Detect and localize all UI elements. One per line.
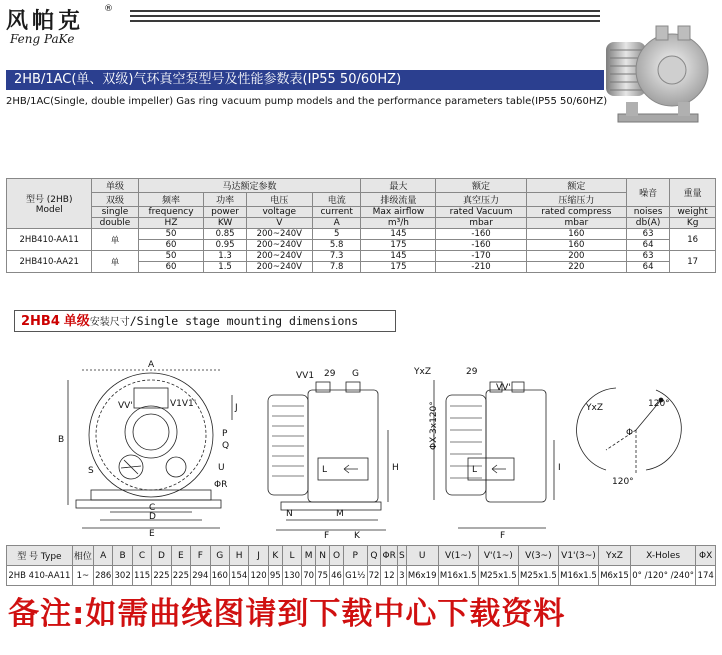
th-noise-cn: 噪音 — [626, 179, 669, 207]
cell-dim: 0° /120° /240° — [630, 566, 695, 586]
svg-text:120°: 120° — [648, 399, 670, 409]
cell-compress: 160 — [526, 240, 626, 251]
svg-text:I: I — [558, 463, 561, 473]
th-dim: X-Holes — [630, 546, 695, 566]
svg-text:U: U — [218, 463, 225, 473]
th-voltage-cn: 电压 — [246, 193, 312, 207]
cell-dim: M16x1.5 — [558, 566, 598, 586]
svg-text:B: B — [58, 435, 65, 445]
table-row — [7, 251, 716, 262]
svg-text:V1V1': V1V1' — [170, 399, 197, 409]
th-noise-en: noises — [626, 207, 669, 218]
page-title-en: 2HB/1AC(Single, double impeller) Gas ring vacuum pump models and the performance parameters table(IP55 50/60HZ) — [6, 96, 608, 107]
cell-voltage: 200~240V — [246, 262, 312, 273]
cell-freq: 50 — [138, 251, 204, 262]
svg-text:Q: Q — [222, 441, 230, 451]
th-dim: U — [406, 546, 438, 566]
cell-vacuum: -170 — [436, 251, 526, 262]
cell-dim: M25x1.5 — [478, 566, 518, 586]
cell-current: 5.8 — [312, 240, 361, 251]
th-current-en: current — [312, 207, 361, 218]
cell-model: 2HB410-AA11 — [7, 229, 92, 251]
th-stage-double: double — [92, 218, 138, 229]
cell-noise: 64 — [626, 262, 669, 273]
th-motor-group: 马达额定参数 — [138, 179, 361, 193]
cell-airflow: 145 — [361, 251, 436, 262]
svg-text:ΦX-3x120°: ΦX-3x120° — [429, 401, 439, 450]
svg-text:Φ: Φ — [626, 428, 634, 438]
cell-power: 1.3 — [204, 251, 246, 262]
th-dim: S — [397, 546, 406, 566]
cell-vacuum: -160 — [436, 240, 526, 251]
th-dim: Q — [367, 546, 381, 566]
svg-text:VV1: VV1 — [296, 371, 315, 381]
th-dim: V1'(3~) — [558, 546, 598, 566]
th-dim: ΦX — [696, 546, 716, 566]
svg-text:S: S — [88, 466, 94, 476]
th-dim: P — [344, 546, 367, 566]
cell-vacuum: -210 — [436, 262, 526, 273]
svg-text:VV': VV' — [118, 401, 133, 411]
th-vac-en: rated Vacuum — [436, 207, 526, 218]
svg-text:H: H — [392, 463, 399, 473]
cell-noise: 63 — [626, 229, 669, 240]
svg-text:G: G — [352, 369, 359, 379]
th-dim: C — [132, 546, 151, 566]
th-noise-unit: db(A) — [626, 218, 669, 229]
th-dim: V(3~) — [518, 546, 558, 566]
svg-text:F: F — [324, 531, 330, 540]
th-dim: V(1~) — [438, 546, 478, 566]
th-dim: O — [330, 546, 344, 566]
cell-dim: 115 — [132, 566, 151, 586]
th-comp-en: rated compress — [526, 207, 626, 218]
mount-model: 2HB4 — [21, 314, 60, 329]
cell-airflow: 175 — [361, 240, 436, 251]
cell-voltage: 200~240V — [246, 240, 312, 251]
outlet-view-labels — [413, 367, 561, 540]
th-max-unit: m³/h — [361, 218, 436, 229]
th-freq-en: frequency — [138, 207, 204, 218]
th-dim: YxZ — [599, 546, 631, 566]
svg-text:YxZ: YxZ — [586, 403, 603, 413]
svg-text:E: E — [149, 529, 155, 539]
cell-dim: M6x19 — [406, 566, 438, 586]
cell-noise: 63 — [626, 251, 669, 262]
th-dim: L — [282, 546, 301, 566]
cell-power: 1.5 — [204, 262, 246, 273]
table-row — [7, 566, 716, 586]
svg-text:29: 29 — [324, 369, 336, 379]
side-view-drawing — [268, 382, 388, 530]
outlet-view-drawing — [434, 380, 554, 528]
th-dim: ΦR — [381, 546, 398, 566]
cell-dim: M6x15 — [599, 566, 631, 586]
cell-dim: 75 — [316, 566, 330, 586]
th-dim: K — [268, 546, 282, 566]
cell-dim: 2HB 410-AA11 — [7, 566, 73, 586]
cell-dim: G1½ — [344, 566, 367, 586]
th-freq-unit: HZ — [138, 218, 204, 229]
cell-dim: 70 — [302, 566, 316, 586]
cell-power: 0.85 — [204, 229, 246, 240]
svg-text:29: 29 — [466, 367, 478, 377]
cell-power: 0.95 — [204, 240, 246, 251]
svg-text:D: D — [149, 512, 156, 522]
th-stage-cn: 单级 — [92, 179, 138, 193]
cell-current: 7.8 — [312, 262, 361, 273]
th-dim: D — [152, 546, 171, 566]
cell-stage: 单 — [92, 229, 138, 251]
th-current-unit: A — [312, 218, 361, 229]
th-vac-unit: mbar — [436, 218, 526, 229]
cell-vacuum: -160 — [436, 229, 526, 240]
table-row — [7, 229, 716, 240]
mounting-section-label — [14, 310, 396, 332]
svg-text:VV': VV' — [496, 383, 511, 393]
registered-mark: ® — [104, 4, 113, 14]
th-current-cn: 电流 — [312, 193, 361, 207]
cell-weight: 16 — [670, 229, 716, 251]
th-weight-en: weight — [670, 207, 716, 218]
cell-dim: 120 — [249, 566, 268, 586]
cell-freq: 60 — [138, 262, 204, 273]
th-voltage-en: voltage — [246, 207, 312, 218]
th-dim: G — [210, 546, 229, 566]
svg-text:P: P — [222, 429, 228, 439]
cell-compress: 200 — [526, 251, 626, 262]
cell-current: 7.3 — [312, 251, 361, 262]
mounting-drawings — [6, 340, 716, 540]
cell-dim: 130 — [282, 566, 301, 586]
mount-en: /Single stage mounting dimensions — [129, 314, 359, 328]
th-power-cn: 功率 — [204, 193, 246, 207]
cell-dim: 46 — [330, 566, 344, 586]
cell-airflow: 175 — [361, 262, 436, 273]
cell-stage: 单 — [92, 251, 138, 273]
header-rule-lines — [130, 10, 600, 24]
th-weight-unit: Kg — [670, 218, 716, 229]
cell-dim: 3 — [397, 566, 406, 586]
th-max-en: Max airflow — [361, 207, 436, 218]
cell-dim: 12 — [381, 566, 398, 586]
page-title-cn: 2HB/1AC(单、双级)气环真空泵型号及性能参数表(IP55 50/60HZ) — [14, 72, 402, 87]
th-comp-cn2: 压缩压力 — [526, 193, 626, 207]
cell-dim: 225 — [152, 566, 171, 586]
logo-english-name: Feng PaKe — [10, 32, 75, 46]
cell-dim: 72 — [367, 566, 381, 586]
cell-dim: 302 — [113, 566, 132, 586]
cell-dim: 225 — [171, 566, 190, 586]
svg-text:M: M — [336, 509, 344, 519]
th-voltage-unit: V — [246, 218, 312, 229]
cell-voltage: 200~240V — [246, 251, 312, 262]
cell-compress: 160 — [526, 229, 626, 240]
svg-text:YxZ: YxZ — [414, 367, 431, 377]
th-dim: N — [316, 546, 330, 566]
th-stage-single: single — [92, 207, 138, 218]
th-stage-2: 双级 — [92, 193, 138, 207]
th-vac-cn2: 真空压力 — [436, 193, 526, 207]
cell-compress: 220 — [526, 262, 626, 273]
performance-table — [6, 178, 716, 273]
th-dim: 型 号 Type — [7, 546, 73, 566]
mount-cn: 安装尺寸 — [89, 317, 130, 328]
cell-dim: 95 — [268, 566, 282, 586]
th-max-cn2: 排级流量 — [361, 193, 436, 207]
dimensions-table — [6, 545, 716, 586]
cell-dim: 160 — [210, 566, 229, 586]
cell-weight: 17 — [670, 251, 716, 273]
cell-noise: 64 — [626, 240, 669, 251]
th-model: 型号 (2HB) Model — [7, 179, 92, 229]
dims-header-row — [7, 546, 716, 566]
flange-pattern-labels — [585, 399, 670, 487]
cell-dim: M16x1.5 — [438, 566, 478, 586]
cell-current: 5 — [312, 229, 361, 240]
th-max-cn1: 最大 — [361, 179, 436, 193]
th-dim: 相位 — [72, 546, 93, 566]
th-power-en: power — [204, 207, 246, 218]
th-dim: J — [249, 546, 268, 566]
cell-dim: 174 — [696, 566, 716, 586]
th-freq-cn: 频率 — [138, 193, 204, 207]
cell-dim: 1~ — [72, 566, 93, 586]
svg-text:K: K — [354, 531, 360, 540]
page-title-bar — [6, 70, 604, 90]
cell-dim: 154 — [229, 566, 248, 586]
th-power-unit: KW — [204, 218, 246, 229]
svg-text:A: A — [148, 360, 155, 370]
cell-dim: 286 — [94, 566, 113, 586]
th-weight-cn: 重量 — [670, 179, 716, 207]
cell-freq: 50 — [138, 229, 204, 240]
mount-stage: 单级 — [63, 314, 90, 329]
th-dim: F — [191, 546, 210, 566]
cell-airflow: 145 — [361, 229, 436, 240]
svg-text:120°: 120° — [612, 477, 634, 487]
cell-voltage: 200~240V — [246, 229, 312, 240]
th-dim: V'(1~) — [478, 546, 518, 566]
svg-text:C: C — [149, 503, 156, 513]
cell-freq: 60 — [138, 240, 204, 251]
svg-text:F: F — [500, 531, 506, 540]
th-dim: A — [94, 546, 113, 566]
cell-model: 2HB410-AA21 — [7, 251, 92, 273]
th-comp-cn1: 额定 — [526, 179, 626, 193]
pump-product-image — [598, 20, 718, 140]
svg-text:L: L — [322, 465, 328, 475]
th-dim: E — [171, 546, 190, 566]
svg-text:J: J — [235, 403, 238, 413]
th-comp-unit: mbar — [526, 218, 626, 229]
svg-text:ΦR: ΦR — [214, 480, 228, 490]
th-vac-cn1: 额定 — [436, 179, 526, 193]
logo-chinese-name: 风帕克 — [6, 8, 85, 34]
th-dim: B — [113, 546, 132, 566]
th-dim: M — [302, 546, 316, 566]
cell-dim: 294 — [191, 566, 210, 586]
svg-text:L: L — [472, 465, 478, 475]
cell-dim: M25x1.5 — [518, 566, 558, 586]
download-note: 备注:如需曲线图请到下载中心下载资料 — [8, 596, 566, 632]
side-view-labels — [286, 369, 399, 540]
th-dim: H — [229, 546, 248, 566]
svg-text:N: N — [286, 509, 293, 519]
brand-logo — [6, 4, 126, 50]
